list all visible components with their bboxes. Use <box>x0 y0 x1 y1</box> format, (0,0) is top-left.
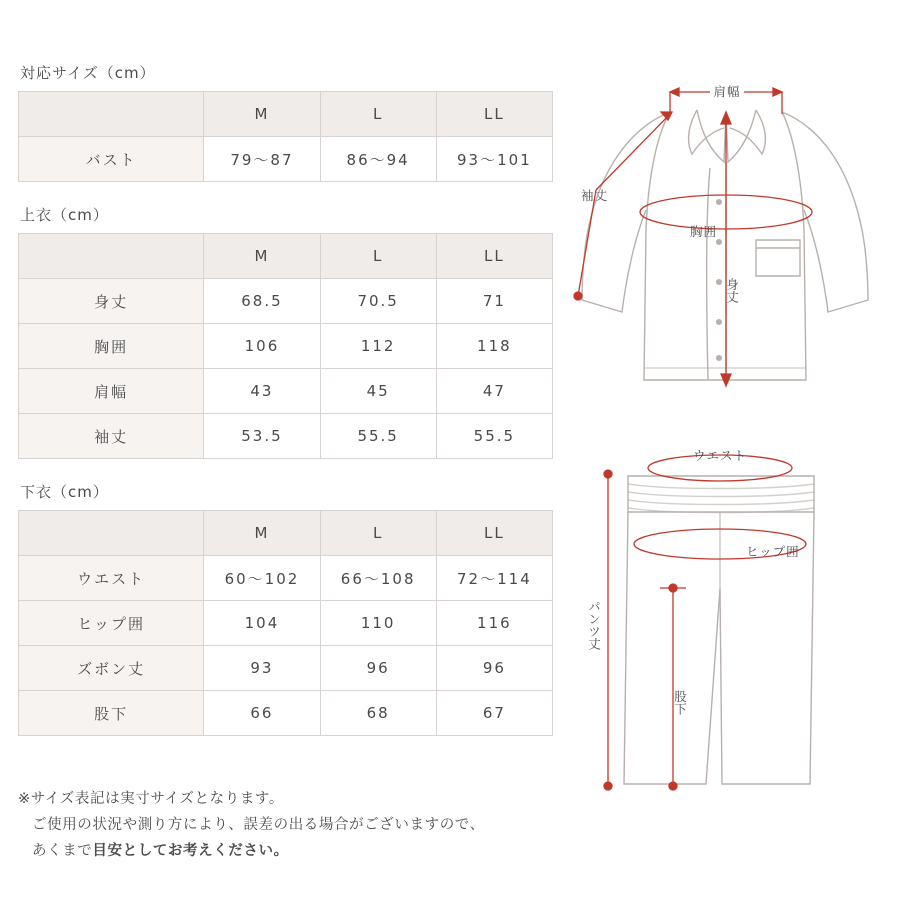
table-block-bottom <box>18 481 558 736</box>
bottom-garment-diagram <box>560 438 890 838</box>
row-label-waist: ウエスト <box>19 556 204 601</box>
cell-hip-ll: 116 <box>436 601 552 646</box>
size-table-bust <box>18 91 553 182</box>
row-label-pants-length: ズボン丈 <box>19 646 204 691</box>
footnote-line-3 <box>18 838 558 864</box>
cell-top-bust-ll: 118 <box>436 324 552 369</box>
row-label-hip: ヒップ囲 <box>19 601 204 646</box>
cell-inseam-m: 66 <box>204 691 320 736</box>
cell-top-shoulder-m: 43 <box>204 369 320 414</box>
top-garment-diagram <box>560 50 890 420</box>
cell-bust-ll: 93〜101 <box>436 137 552 182</box>
cell-hip-m: 104 <box>204 601 320 646</box>
table-header-m: M <box>204 511 320 556</box>
cell-top-bust-l: 112 <box>320 324 436 369</box>
footnote-line-3-emphasis: 目安としてお考えください。 <box>92 843 289 859</box>
table-row <box>19 137 553 182</box>
table-block-bust <box>18 62 558 182</box>
table-caption-top: 上衣（cm） <box>20 206 109 224</box>
cell-inseam-l: 68 <box>320 691 436 736</box>
cell-bust-l: 86〜94 <box>320 137 436 182</box>
table-header-row <box>19 511 553 556</box>
footnote <box>18 786 558 864</box>
table-row <box>19 369 553 414</box>
cell-top-shoulder-ll: 47 <box>436 369 552 414</box>
garment-diagrams <box>560 50 890 850</box>
cell-top-shoulder-l: 45 <box>320 369 436 414</box>
cell-top-bust-m: 106 <box>204 324 320 369</box>
cell-top-sleeve-l: 55.5 <box>320 414 436 459</box>
footnote-line-2: ご使用の状況や測り方により、誤差の出る場合がございますので、 <box>32 817 485 833</box>
jacket-outline <box>582 110 868 380</box>
table-row <box>19 646 553 691</box>
cell-pants-length-l: 96 <box>320 646 436 691</box>
table-header-corner <box>19 511 204 556</box>
cell-bust-m: 79〜87 <box>204 137 320 182</box>
label-shoulder: 肩幅 <box>713 84 741 99</box>
measure-inseam <box>660 584 686 790</box>
cell-hip-l: 110 <box>320 601 436 646</box>
cell-top-sleeve-m: 53.5 <box>204 414 320 459</box>
label-body-length: 身丈 <box>724 278 740 303</box>
row-label-inseam: 股下 <box>19 691 204 736</box>
cell-top-length-l: 70.5 <box>320 279 436 324</box>
measure-pants-length <box>604 470 612 790</box>
table-header-l: L <box>320 234 436 279</box>
label-waist: ウエスト <box>692 448 748 463</box>
row-label-top-sleeve: 袖丈 <box>19 414 204 459</box>
size-table-bottom <box>18 510 553 736</box>
table-row <box>19 601 553 646</box>
table-header-row <box>19 234 553 279</box>
table-row <box>19 556 553 601</box>
measure-sleeve <box>574 112 672 300</box>
table-header-ll: LL <box>436 92 552 137</box>
measure-body-length <box>721 112 731 386</box>
label-sleeve: 袖丈 <box>581 188 609 203</box>
label-hip: ヒップ囲 <box>746 544 800 559</box>
footnote-line-1: ※サイズ表記は実寸サイズとなります。 <box>18 791 284 807</box>
cell-top-sleeve-ll: 55.5 <box>436 414 552 459</box>
label-bust: 胸囲 <box>690 224 718 239</box>
row-label-bust: バスト <box>19 137 204 182</box>
table-header-row <box>19 92 553 137</box>
label-pants-length: パンツ丈 <box>586 600 602 650</box>
table-header-corner <box>19 92 204 137</box>
table-header-m: M <box>204 234 320 279</box>
pants-outline <box>624 476 814 784</box>
label-inseam: 股下 <box>672 690 688 715</box>
cell-waist-ll: 72〜114 <box>436 556 552 601</box>
cell-waist-m: 60〜102 <box>204 556 320 601</box>
table-header-m: M <box>204 92 320 137</box>
cell-pants-length-ll: 96 <box>436 646 552 691</box>
table-row <box>19 324 553 369</box>
table-header-corner <box>19 234 204 279</box>
row-label-top-shoulder: 肩幅 <box>19 369 204 414</box>
table-caption-bust: 対応サイズ（cm） <box>20 64 156 82</box>
cell-pants-length-m: 93 <box>204 646 320 691</box>
table-header-l: L <box>320 511 436 556</box>
cell-waist-l: 66〜108 <box>320 556 436 601</box>
cell-top-length-m: 68.5 <box>204 279 320 324</box>
row-label-top-bust: 胸囲 <box>19 324 204 369</box>
table-row <box>19 414 553 459</box>
table-row <box>19 279 553 324</box>
table-header-l: L <box>320 92 436 137</box>
table-header-ll: LL <box>436 234 552 279</box>
cell-top-length-ll: 71 <box>436 279 552 324</box>
table-caption-bottom: 下衣（cm） <box>20 483 109 501</box>
cell-inseam-ll: 67 <box>436 691 552 736</box>
table-block-top <box>18 204 558 459</box>
table-header-ll: LL <box>436 511 552 556</box>
size-table-top <box>18 233 553 459</box>
table-row <box>19 691 553 736</box>
size-tables <box>18 62 558 758</box>
footnote-line-3-prefix: あくまで <box>32 843 93 859</box>
row-label-top-length: 身丈 <box>19 279 204 324</box>
